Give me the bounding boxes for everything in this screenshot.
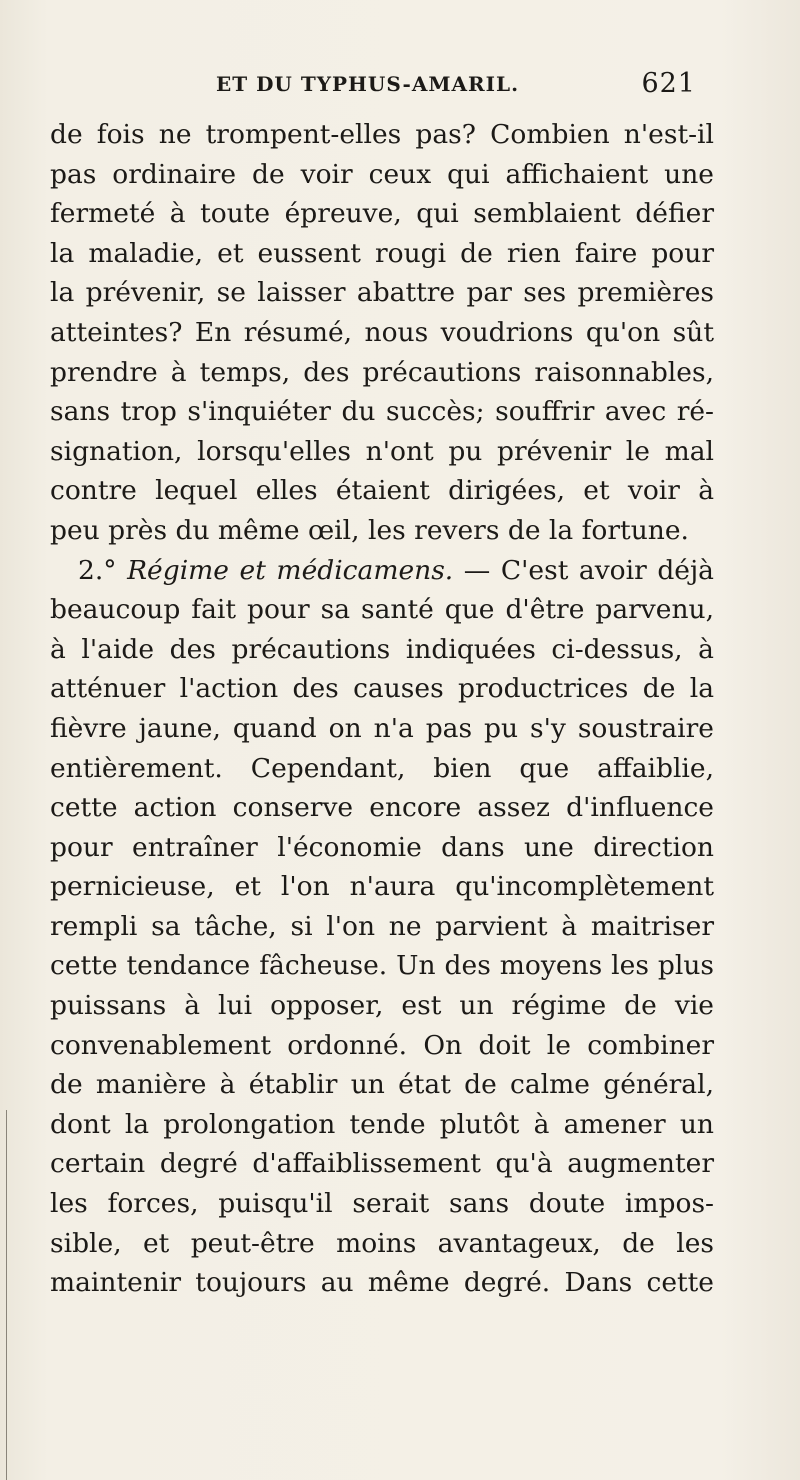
text-line: fermeté à toute épreuve, qui semblaient défier	[50, 198, 714, 230]
page-edge-shadow	[6, 1110, 7, 1480]
text-line: convenablement ordonné. On doit le combiner	[50, 1029, 714, 1061]
text-line: cette action conserve encore assez d'influence	[50, 792, 714, 824]
text-line: peu près du même œil, les revers de la fortune.	[50, 514, 689, 546]
text-line: cette tendance fâcheuse. Un des moyens les plus	[50, 950, 714, 982]
text-line: prendre à temps, des précautions raisonnables,	[50, 356, 714, 388]
text-line: à l'aide des précautions indiquées ci-dessus, à	[50, 633, 714, 665]
text-line: fièvre jaune, quand on n'a pas pu s'y soustraire	[50, 712, 714, 744]
text-line: sans trop s'inquiéter du succès; souffrir avec ré-	[50, 396, 714, 428]
text-line: les forces, puisqu'il serait sans doute impos-	[50, 1188, 714, 1220]
text-line: sible, et peut-être moins avantageux, de les	[50, 1227, 714, 1259]
section-heading-line	[50, 551, 714, 591]
text-line: beaucoup fait pour sa santé que d'être parvenu,	[50, 594, 714, 626]
text-line: de manière à établir un état de calme général,	[50, 1069, 714, 1101]
text-line: dont la prolongation tende plutôt à amener un	[50, 1108, 714, 1140]
text-line: puissans à lui opposer, est un régime de vie	[50, 990, 714, 1022]
text-line: certain degré d'affaiblissement qu'à augmenter	[50, 1148, 714, 1180]
text-line: contre lequel elles étaient dirigées, et voir à	[50, 475, 714, 507]
text-line: entièrement. Cependant, bien que affaiblie,	[50, 752, 714, 784]
text-line: la prévenir, se laisser abattre par ses premières	[50, 277, 714, 309]
running-title: ET DU TYPHUS-AMARIL.	[216, 72, 520, 96]
text-line: rempli sa tâche, si l'on ne parvient à maitriser	[50, 910, 714, 942]
text-line: signation, lorsqu'elles n'ont pu prévenir le mal	[50, 435, 714, 467]
section-title: Régime et médicamens.	[127, 554, 454, 586]
section-number: 2.°	[78, 554, 117, 586]
text-line: pas ordinaire de voir ceux qui affichaient une	[50, 158, 714, 190]
body-text	[50, 115, 714, 1303]
page-number: 621	[641, 68, 696, 99]
text-line: pernicieuse, et l'on n'aura qu'incomplètement	[50, 871, 714, 903]
text-line: maintenir toujours au même degré. Dans cette	[50, 1267, 714, 1299]
text-line: atteintes? En résumé, nous voudrions qu'on sût	[50, 316, 714, 348]
section-first-line: — C'est avoir déjà	[463, 554, 714, 586]
text-line: la maladie, et eussent rougi de rien faire pour	[50, 237, 714, 269]
text-line: pour entraîner l'économie dans une direction	[50, 831, 714, 863]
text-line: de fois ne trompent-elles pas? Combien n'est-il	[50, 119, 714, 150]
text-line: atténuer l'action des causes productrices de la	[50, 673, 714, 705]
